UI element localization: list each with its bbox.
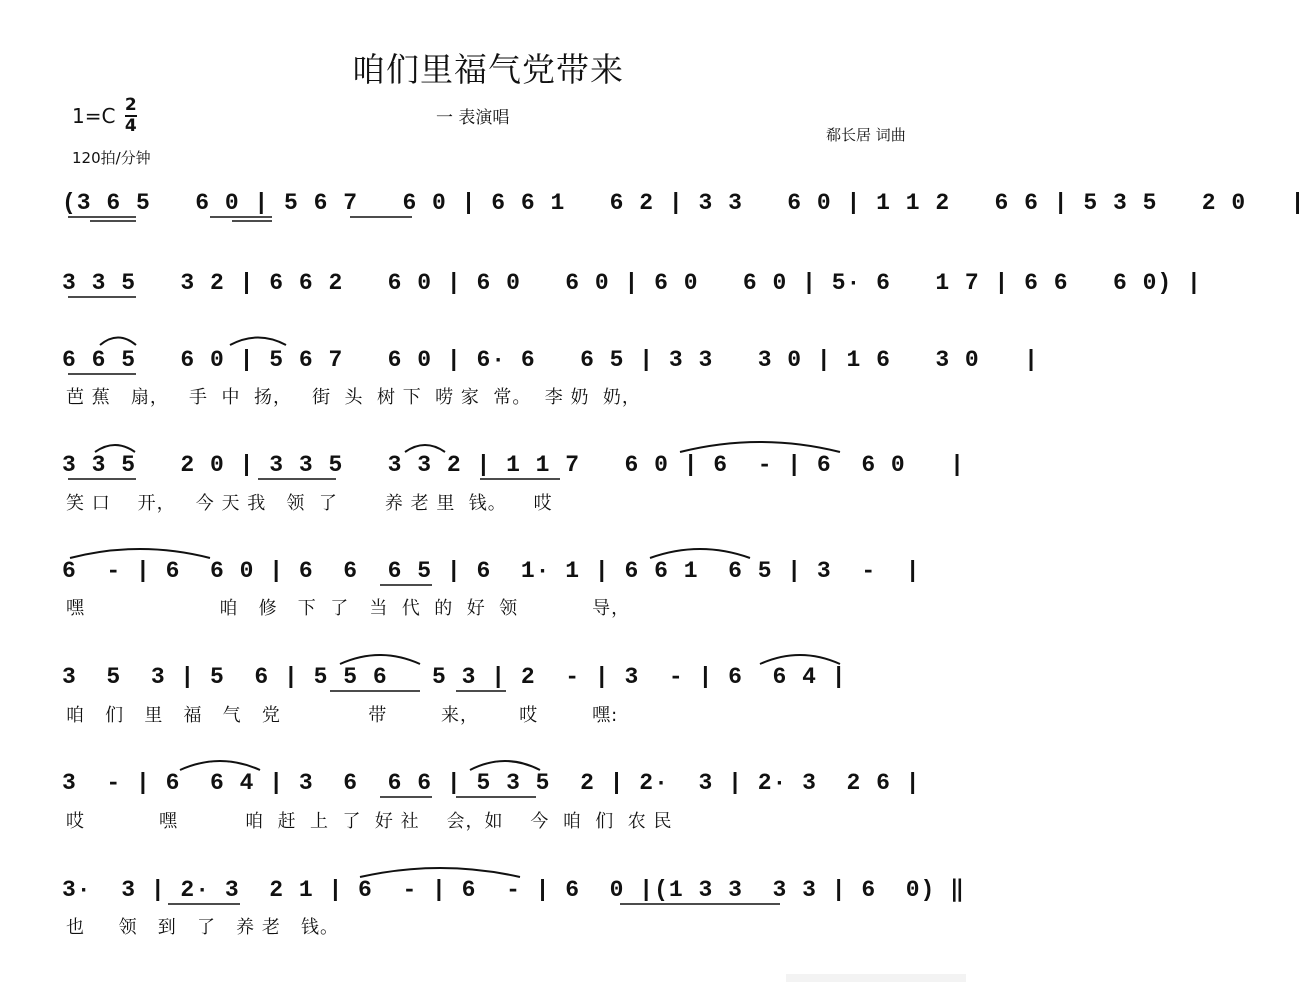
- slur-mark: [470, 761, 540, 770]
- slur-mark: [95, 445, 135, 452]
- lyrics-line-7: 哎 嘿 咱 赶 上 了 好 社 会，如 今 咱 们 农 民: [66, 811, 673, 832]
- lyrics-line-6: 咱 们 里 福 气 党 带 来， 哎 嘿:: [66, 705, 619, 726]
- slur-mark: [760, 655, 840, 664]
- composer-credit: 郗长居 词曲: [826, 126, 906, 144]
- lyrics-line-5: 嘿 咱 修 下 了 当 代 的 好 领 导，: [66, 598, 631, 619]
- slur-mark: [340, 655, 420, 664]
- notation-line-2: 3 3 5 3 2 | 6 6 2 6 0 | 6 0 6 0 | 6 0 6 0 | 5· 6 1 7 | 6 6 6 0) |: [62, 270, 1202, 296]
- notation-line-6: 3 5 3 | 5 6 | 5 5 6 5 3 | 2 - | 3 - | 6 6 4 |: [62, 664, 847, 690]
- slur-mark: [100, 338, 136, 346]
- performance-form: 一 表演唱: [436, 108, 510, 128]
- time-bottom: 4: [124, 116, 137, 136]
- song-title: 咱们里福气党带来: [352, 50, 624, 89]
- notation-line-7: 3 - | 6 6 4 | 3 6 6 6 | 5 3 5 2 | 2· 3 | 2· 3 2 6 |: [62, 770, 921, 796]
- notation-line-1: (3 6 5 6 0 | 5 6 7 6 0 | 6 6 1 6 2 | 3 3 6 0 | 1 1 2 6 6 | 5 3 5 2 0 |: [62, 190, 1305, 216]
- slur-mark: [680, 442, 840, 452]
- lyrics-line-4: 笑 口 开， 今 天 我 领 了 养 老 里 钱。 哎: [66, 493, 553, 514]
- slur-mark: [650, 549, 750, 558]
- notation-line-4: 3 3 5 2 0 | 3 3 5 3 3 2 | 1 1 7 6 0 | 6 - | 6 6 0 |: [62, 452, 965, 478]
- tempo-marking: 120拍/分钟: [72, 149, 151, 167]
- notation-line-8: 3· 3 | 2· 3 2 1 | 6 - | 6 - | 6 0 |(1 3 3 3 3 | 6 0) ‖: [62, 877, 965, 903]
- time-top: 2: [124, 95, 137, 115]
- slur-mark: [360, 868, 520, 877]
- lyrics-line-3: 芭 蕉 扇， 手 中 扬， 街 头 树 下 唠 家 常。 李 奶 奶，: [66, 387, 641, 408]
- notation-line-3: 6 6 5 6 0 | 5 6 7 6 0 | 6· 6 6 5 | 3 3 3 0 | 1 6 3 0 |: [62, 347, 1039, 373]
- slur-mark: [70, 549, 210, 558]
- slur-mark: [180, 761, 260, 770]
- slur-mark: [230, 338, 286, 346]
- lyrics-line-8: 也 领 到 了 养 老 钱。: [66, 917, 339, 938]
- notation-line-5: 6 - | 6 6 0 | 6 6 6 5 | 6 1· 1 | 6 6 1 6 5 | 3 - |: [62, 558, 921, 584]
- slur-mark: [405, 445, 445, 452]
- key-label: 1=C: [72, 104, 116, 128]
- watermark-strip: [786, 974, 966, 982]
